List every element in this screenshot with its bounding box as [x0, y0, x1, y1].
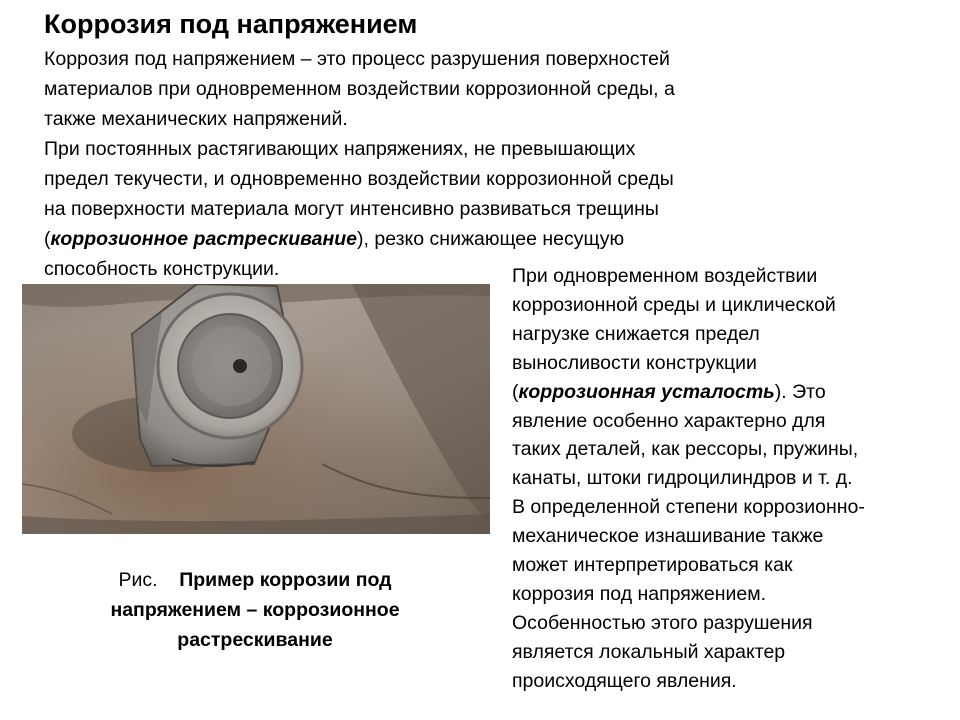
caption-line-2: напряжением – коррозионное	[110, 599, 400, 621]
slide-title: Коррозия под напряжением	[44, 9, 418, 39]
corrosion-photo	[22, 284, 490, 534]
caption-line-3: растрескивание	[177, 629, 333, 651]
fatigue-line-8: канаты, штоки гидроцилиндров и т. д.	[512, 467, 853, 490]
definition-line-3: также механических напряжений.	[44, 108, 348, 130]
fatigue-line-10: механическое изнашивание также	[512, 525, 824, 548]
definition-line-1: Коррозия под напряжением – это процесс разрушения поверхностей	[44, 48, 670, 70]
definition-paragraph	[44, 44, 864, 134]
caption-text-1: Пример коррозии под	[179, 569, 392, 591]
fatigue-paragraph	[512, 262, 952, 696]
cracking-line-1: При постоянных растягивающих напряжениях, не превышающих	[44, 138, 636, 160]
fatigue-line-11: может интерпретироваться как	[512, 554, 793, 577]
cracking-line-5: способность конструкции.	[44, 258, 280, 280]
fatigue-line-14: является локальный характер	[512, 640, 786, 663]
fatigue-line-13: Особенностью этого разрушения	[512, 611, 813, 634]
fatigue-term-tail: ). Это	[774, 380, 826, 403]
figure-caption	[55, 565, 455, 655]
definition-line-2: материалов при одновременном воздействии коррозионной среды, а	[44, 78, 675, 100]
cracking-line-3: на поверхности материала могут интенсивно развиваться трещины	[44, 198, 659, 220]
fatigue-line-2: коррозионной среды и циклической	[512, 293, 836, 316]
fatigue-line-15: происходящего явления.	[512, 669, 737, 692]
caption-label: Рис.	[118, 569, 158, 591]
cracking-line-4	[44, 224, 864, 254]
fatigue-line-12: коррозия под напряжением.	[512, 582, 767, 605]
corrosion-photo-image	[22, 284, 490, 534]
cracking-term-tail: ), резко снижающее несущую	[357, 228, 625, 250]
fatigue-line-6: явление особенно характерно для	[512, 409, 826, 432]
caption-line-1	[55, 565, 455, 595]
cracking-line-2: предел текучести, и одновременно воздействии коррозионной среды	[44, 168, 674, 190]
fatigue-line-7: таких деталей, как рессоры, пружины,	[512, 438, 859, 461]
intro-text	[44, 44, 864, 284]
fatigue-open-paren: (	[512, 380, 519, 403]
fatigue-line-9: В определенной степени коррозионно-	[512, 496, 865, 519]
fatigue-line-4: выносливости конструкции	[512, 351, 757, 374]
cracking-term: коррозионное растрескивание	[50, 228, 358, 250]
fatigue-line-3: нагрузке снижается предел	[512, 322, 760, 345]
fatigue-line-5	[512, 378, 952, 407]
cracking-open-paren: (	[44, 228, 51, 250]
fatigue-term: коррозионная усталость	[518, 380, 775, 403]
fatigue-line-1: При одновременном воздействии	[512, 265, 818, 287]
